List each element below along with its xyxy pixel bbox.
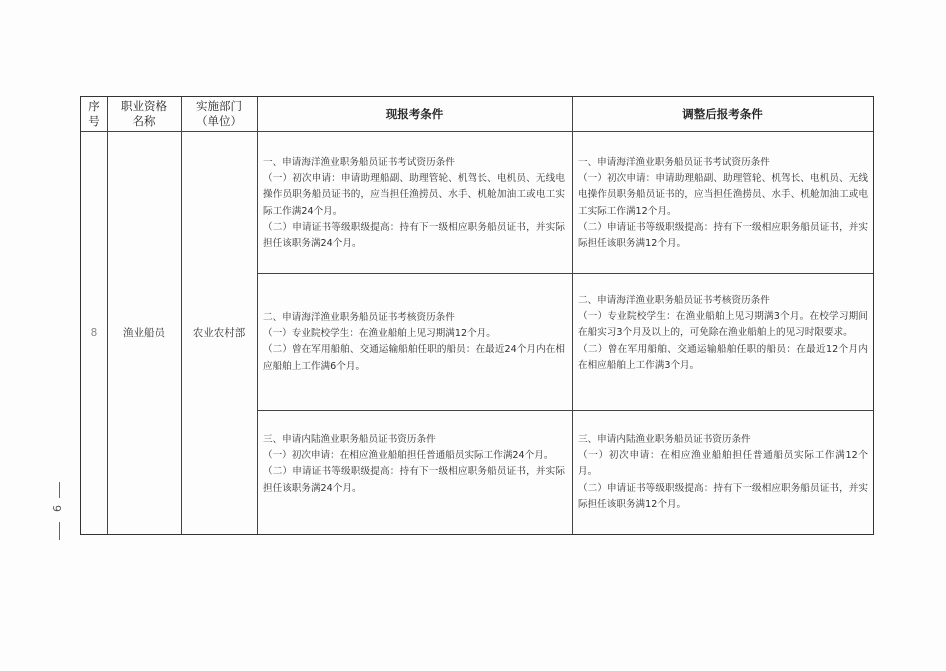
adjusted-block-2-title: 二、申请海洋渔业职务船员证书考核资历条件 [578,295,770,306]
header-current [257,97,572,131]
page-number-rule-top [59,482,60,498]
current-block-2-title: 二、申请海洋渔业职务船员证书考核资历条件 [263,312,455,323]
row-divider [257,410,873,411]
row-index-value: 8 [90,326,98,339]
current-block-2-item-2: （二）曾在军用船舶、交通运输船舶任职的船员：在最近24个月内在相应船舶上工作满6个月。 [263,344,565,372]
adjusted-block-2-item-1: （一）专业院校学生：在渔业船舶上见习期满3个月。在校学习期间在船实习3个月及以上的，可免除在渔业船舶上的见习时限要求。 [578,311,868,339]
adjusted-block-1 [578,155,868,252]
row-index [81,131,107,534]
adjusted-block-1-title: 一、申请海洋渔业职务船员证书考试资历条件 [578,157,770,168]
header-dept [181,97,257,131]
adjusted-block-3 [578,432,868,513]
current-block-1-item-2: （二）申请证书等级职级提高：持有下一级相应职务船员证书，并实际担任该职务满24个月。 [263,221,565,250]
page-number: 9 [50,505,63,512]
adjusted-block-1-item-2: （二）申请证书等级职级提高：持有下一级相应职务船员证书，并实际担任该职务满12个月。 [578,221,868,250]
row-name-value: 渔业船员 [123,327,165,339]
header-index-label: 序号 [88,99,100,128]
row-divider [257,273,873,274]
current-block-3-title: 三、申请内陆渔业职务船员证书资历条件 [263,434,436,445]
current-block-3-item-2: （二）申请证书等级职级提高：持有下一级相应职务船员证书，并实际担任该职务满24个月。 [263,466,565,494]
header-index [81,97,107,131]
current-block-1 [263,155,565,252]
col-divider [257,97,258,534]
adjusted-block-2 [578,293,868,374]
current-block-3-item-1: （一）初次申请：在相应渔业船舶担任普通船员实际工作满24个月。 [263,450,554,462]
row-dept [181,131,257,534]
page-number-marker [52,482,68,542]
header-adjusted [572,97,873,131]
current-block-1-title: 一、申请海洋渔业职务船员证书考试资历条件 [263,157,455,168]
current-block-3 [263,432,565,497]
header-adjusted-label: 调整后报考条件 [682,106,763,121]
row-name [107,131,181,534]
adjusted-block-1-item-1: （一）初次申请：申请助理船副、助理管轮、机驾长、电机员、无线电操作员职务船员证书的，应当担任渔捞员、水手、机舱加油工或电工实际工作满12个月。 [578,173,868,217]
header-name-label: 职业资格名称 [121,99,167,128]
header-dept-label: 实施部门（单位） [196,99,242,128]
adjusted-block-3-item-2: （二）申请证书等级职级提高：持有下一级相应职务船员证书，并实际担任该职务满12个月。 [578,482,868,510]
adjusted-block-2-item-2: （二）曾在军用船舶、交通运输船舶任职的船员：在最近12个月内在相应船舶上工作满3个月。 [578,343,868,371]
current-block-1-item-1: （一）初次申请：申请助理船副、助理管轮、机驾长、电机员、无线电操作员职务船员证书的，应当担任渔捞员、水手、机舱加油工或电工实际工作满24个月。 [263,173,565,217]
page-number-rule-bottom [59,522,60,540]
adjusted-block-3-item-1: （一）初次申请：在相应渔业船舶担任普通船员实际工作满12个月。 [578,450,868,478]
current-block-2 [263,310,565,375]
row-dept-value: 农业农村部 [192,327,246,339]
conditions-table [80,96,874,535]
current-block-2-item-1: （一）专业院校学生：在渔业船舶上见习期满12个月。 [263,328,496,340]
adjusted-block-3-title: 三、申请内陆渔业职务船员证书资历条件 [578,434,751,445]
col-divider [572,97,573,534]
header-name [107,97,181,131]
header-current-label: 现报考条件 [385,106,444,121]
